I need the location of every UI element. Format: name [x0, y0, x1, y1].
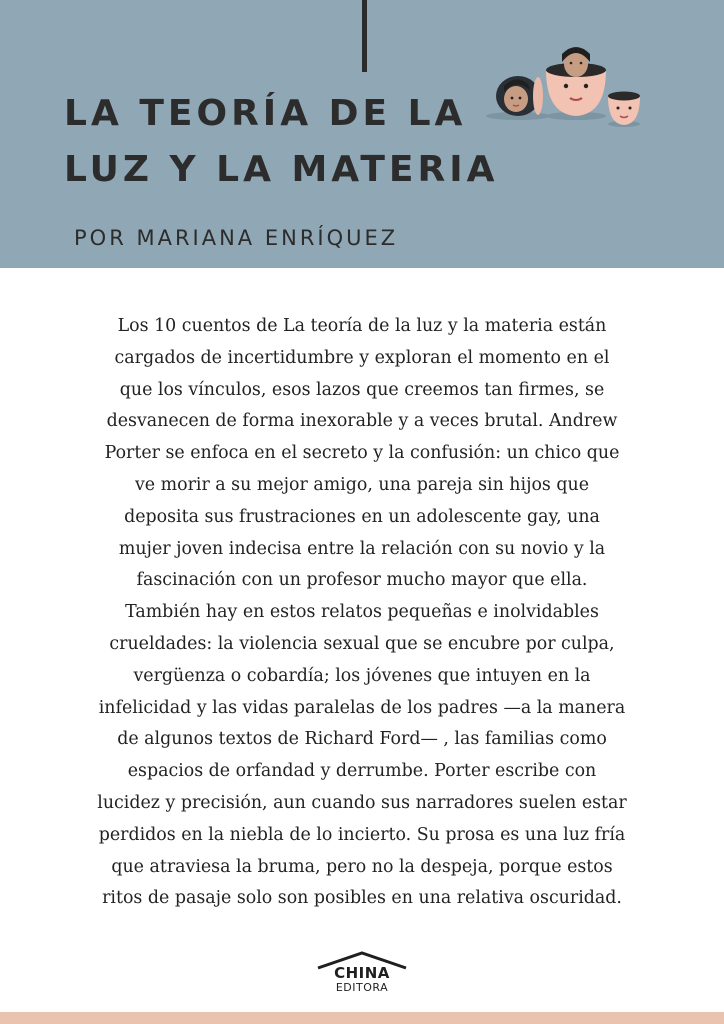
- synopsis-line: Porter se enfoca en el secreto y la confusión: un chico que: [104, 443, 620, 464]
- synopsis-line: crueldades: la violencia sexual que se encubre por culpa,: [109, 633, 615, 654]
- title-line-1: LA TEORÍA DE LA: [64, 93, 467, 134]
- synopsis-line: perdidos en la niebla de lo incierto. Su prosa es una luz fría: [98, 824, 626, 845]
- small-cup-face-icon: [608, 92, 640, 126]
- synopsis-line: Los 10 cuentos de La teoría de la luz y la materia están: [117, 316, 607, 336]
- synopsis-line: fascinación con un profesor mucho mayor que ella.: [136, 570, 588, 591]
- synopsis-line: deposita sus frustraciones en un adolescente gay, una: [124, 506, 600, 527]
- synopsis-line: que los vínculos, esos lazos que creemos tan firmes, se: [119, 379, 605, 400]
- synopsis-line: espacios de orfandad y derrumbe. Porter escribe con: [127, 761, 597, 782]
- large-cup-face-icon: [546, 47, 606, 116]
- synopsis-line: vergüenza o cobardía; los jóvenes que intuyen en la: [133, 665, 591, 686]
- synopsis-line: de algunos textos de Richard Ford— , las familias como: [117, 729, 607, 750]
- title-line-2: LUZ Y LA MATERIA: [64, 149, 499, 190]
- synopsis-line: desvanecen de forma inexorable y a veces brutal. Andrew: [106, 411, 618, 432]
- book-title: [64, 86, 534, 198]
- synopsis-line: ritos de pasaje solo son posibles en una relativa oscuridad.: [102, 888, 622, 909]
- synopsis-line: lucidez y precisión, aun cuando sus narradores suelen estar: [97, 792, 627, 813]
- publisher-logo: [312, 950, 412, 1000]
- cups-with-faces-illustration: [476, 44, 646, 134]
- synopsis-line: mujer joven indecisa entre la relación con su novio y la: [118, 538, 606, 559]
- synopsis-text: [58, 311, 666, 915]
- tipped-cup-icon: [496, 76, 543, 116]
- logo-name: CHINA: [334, 964, 390, 982]
- header-banner: [0, 0, 724, 268]
- vertical-divider: [362, 0, 367, 72]
- footer-bar: [0, 1012, 724, 1024]
- synopsis-line: ve morir a su mejor amigo, una pareja sin hijos que: [134, 474, 590, 495]
- synopsis-line: que atraviesa la bruma, pero no la despeja, porque estos: [111, 856, 613, 877]
- synopsis-line: infelicidad y las vidas paralelas de los padres —a la manera: [98, 697, 626, 718]
- author-byline: POR MARIANA ENRÍQUEZ: [74, 226, 399, 250]
- synopsis-line: También hay en estos relatos pequeñas e inolvidables: [125, 602, 599, 623]
- synopsis-line: cargados de incertidumbre y exploran el momento en el: [114, 347, 610, 368]
- logo-subtitle: EDITORA: [335, 981, 389, 994]
